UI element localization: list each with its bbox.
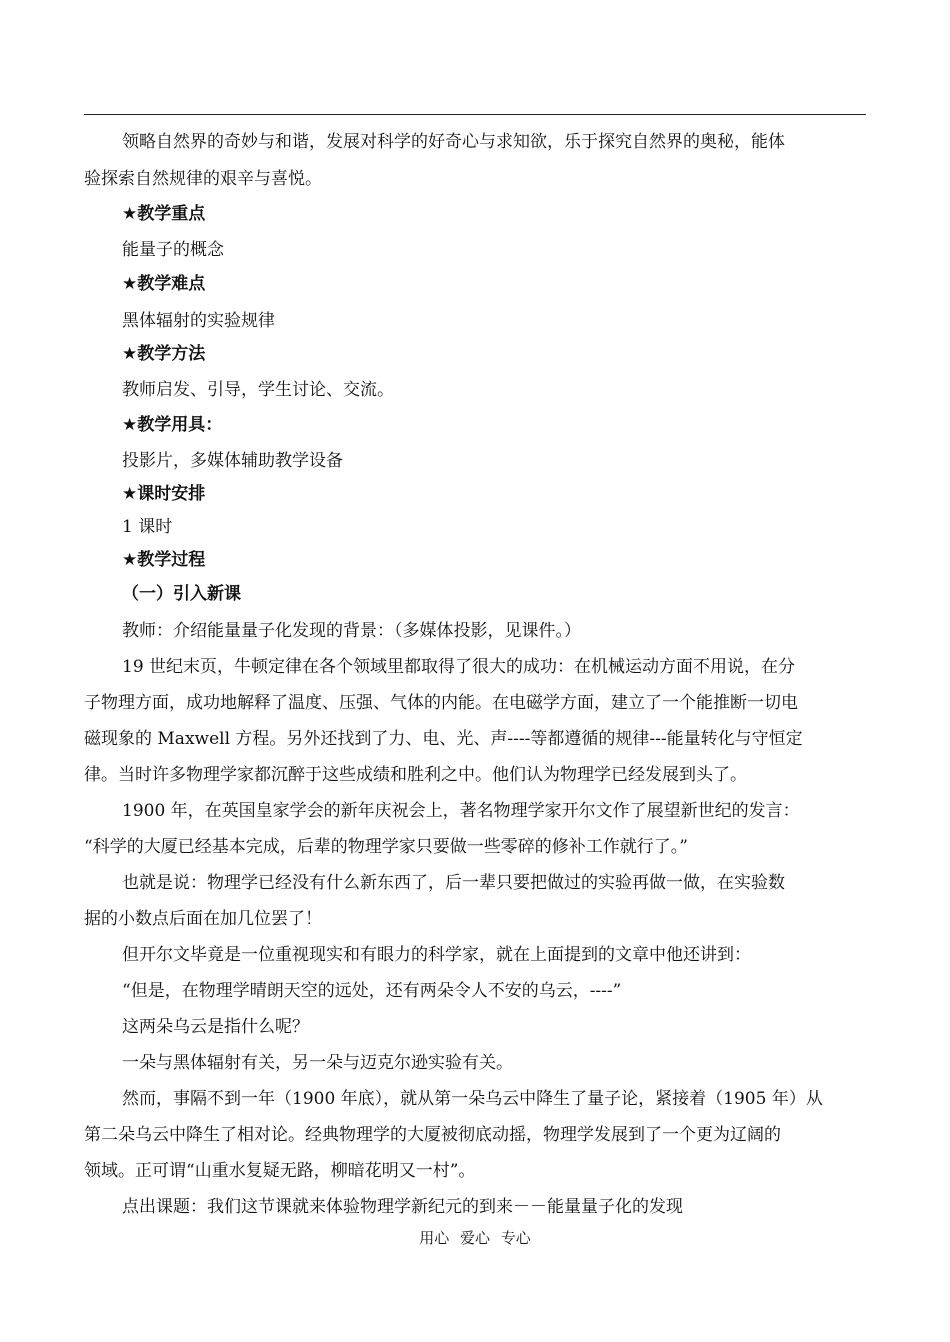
method-text: 教师启发、引导，学生讨论、交流。 bbox=[122, 380, 394, 400]
section-heading-difficult: ★教学难点 bbox=[122, 274, 206, 294]
paragraph-line: 也就是说：物理学已经没有什么新东西了，后一辈只要把做过的实验再做一做，在实验数 bbox=[122, 873, 785, 893]
tools-text: 投影片，多媒体辅助教学设备 bbox=[122, 451, 343, 471]
section-heading-tools: ★教学用具： bbox=[122, 415, 223, 435]
paragraph-line: 然而，事隔不到一年（1900 年底），就从第一朵乌云中降生了量子论，紧接着（1905 年）从 bbox=[122, 1089, 823, 1109]
paragraph-line: “科学的大厦已经基本完成，后辈的物理学家只要做一些零碎的修补工作就行了。” bbox=[84, 837, 688, 857]
paragraph-line: 1900 年，在英国皇家学会的新年庆祝会上，著名物理学家开尔文作了展望新世纪的发言： bbox=[122, 801, 800, 821]
paragraph-line: 19 世纪末页，牛顿定律在各个领域里都取得了很大的成功：在机械运动方面不用说，在分 bbox=[122, 657, 796, 677]
section-heading-process: ★教学过程 bbox=[122, 550, 206, 570]
header-rule bbox=[84, 114, 866, 115]
subsection-heading-intro: （一）引入新课 bbox=[122, 584, 241, 604]
paragraph-line: 律。当时许多物理学家都沉醉于这些成绩和胜利之中。他们认为物理学已经发展到头了。 bbox=[84, 765, 747, 785]
paragraph-line: 磁现象的 Maxwell 方程。另外还找到了力、电、光、声----等都遵循的规律---能量转化与守恒定 bbox=[84, 729, 803, 749]
paragraph-line: 据的小数点后面在加几位罢了！ bbox=[84, 909, 322, 929]
section-heading-key: ★教学重点 bbox=[122, 204, 206, 224]
paragraph-line: “但是，在物理学晴朗天空的远处，还有两朵令人不安的乌云，----” bbox=[122, 981, 622, 1001]
paragraph-line: 教师：介绍能量量子化发现的背景：（多媒体投影，见课件。） bbox=[122, 621, 581, 641]
paragraph-line: 第二朵乌云中降生了相对论。经典物理学的大厦被彻底动摇，物理学发展到了一个更为辽阔的 bbox=[84, 1125, 781, 1145]
section-heading-method: ★教学方法 bbox=[122, 344, 206, 364]
page-footer: 用心 爱心 专心 bbox=[419, 1229, 531, 1247]
paragraph-line: 一朵与黑体辐射有关，另一朵与迈克尔逊实验有关。 bbox=[122, 1053, 513, 1073]
section-heading-hours: ★课时安排 bbox=[122, 484, 206, 504]
key-text: 能量子的概念 bbox=[122, 240, 224, 260]
paragraph-line: 但开尔文毕竟是一位重视现实和有眼力的科学家，就在上面提到的文章中他还讲到： bbox=[122, 945, 751, 965]
difficult-text: 黑体辐射的实验规律 bbox=[122, 311, 275, 331]
paragraph-line: 点出课题：我们这节课就来体验物理学新纪元的到来－－能量量子化的发现 bbox=[122, 1197, 683, 1217]
paragraph-line: 领域。正可谓“山重水复疑无路，柳暗花明又一村”。 bbox=[84, 1161, 476, 1181]
paragraph-line: 验探索自然规律的艰辛与喜悦。 bbox=[84, 169, 322, 189]
paragraph-line: 领略自然界的奇妙与和谐，发展对科学的好奇心与求知欲，乐于探究自然界的奥秘，能体 bbox=[122, 132, 785, 152]
paragraph-line: 这两朵乌云是指什么呢？ bbox=[122, 1017, 309, 1037]
hours-text: 1 课时 bbox=[122, 517, 173, 537]
paragraph-line: 子物理方面，成功地解释了温度、压强、气体的内能。在电磁学方面，建立了一个能推断一切电 bbox=[84, 693, 798, 713]
